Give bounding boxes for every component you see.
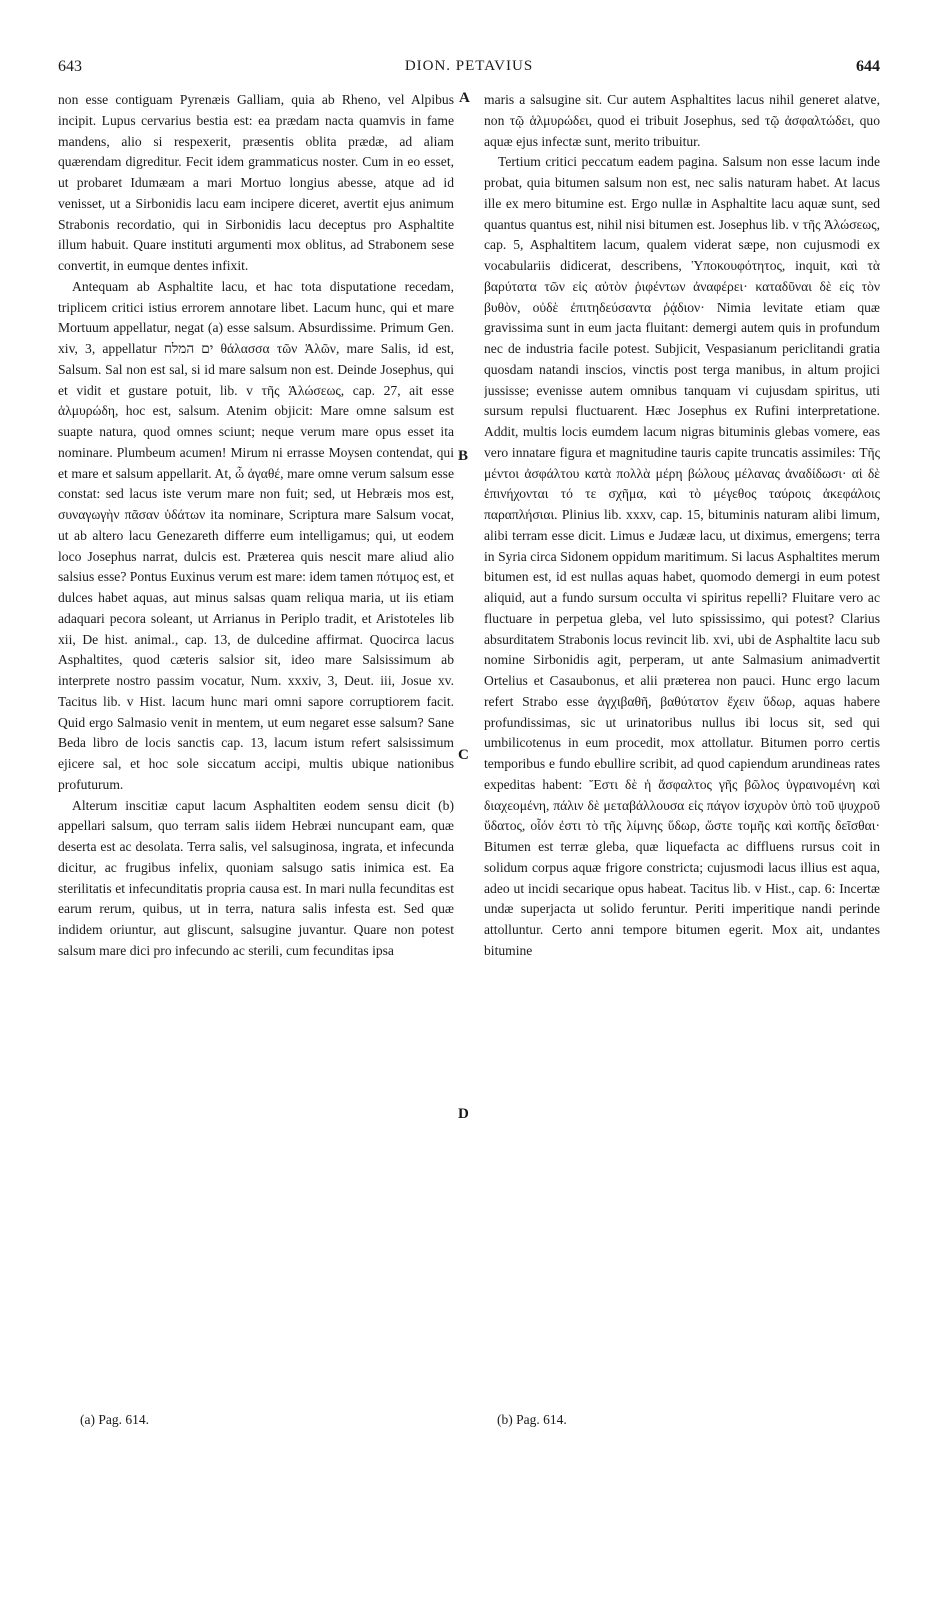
left-paragraph-3: Alterum inscitiæ caput lacum Asphaltiten eodem sensu dicit (b) appellari salsum, quo terram salis iidem Hebræi nuncupant eam, quæ deserta est ac desolata. Terra salis, vel salsuginosa, ingrata, et infecunda dicitur, ac frugibus infelix, quoniam salsugo satis inimica est. Ea sterilitatis et infecunditatis propria causa est. In mari nulla fecunditas est earum rerum, quibus, ut in terra, natura salis infesta est. Sed quæ indidem oriuntur, aut gliscunt, salsugine juvantur. Quare non potest salsum mare dici pro infecundo ac sterili, cum fecunditas ipsa [58,797,454,958]
footnote-a: (a) Pag. 614. [80,1412,149,1427]
left-column [58,90,454,1410]
running-title: DION. PETAVIUS [404,58,534,74]
right-paragraph-2: Tertium critici peccatum eadem pagina. Salsum non esse lacum inde probat, quia bitumen salsum non est, nec salis naturam habet. At lacus ille ex mero bitumine est. Ergo nullæ in Asphaltite lacu aquæ sunt, sed quantus quantus est, nihil nisi bitumen est. Josephus lib. v τῆς Ἁλώσεως, cap. 5, Asphaltitem lacum, qualem viderat sæpe, non cujusmodi ex vocabulariis didicerat, describens, Ὑποκουφότητος, inquit, καὶ τὰ βαρύτατα τῶν εἰς αὐτὸν ῥιφέντων ἀναφέρει· καταδῦναι δὲ εἰς τὸν βυθὸν, οὐδὲ ἐπιτηδεύσαντα ῥᾴδιον· Nimia levitate etiam quæ gravissima sunt in eum jacta fluitant: demergi autem quis in profundum nec de industria facile potest. Subjicit, Vespasianum periclitandi gratia quosdam natandi inscios, vinctis post terga manibus, in altum projici jussisse; evenisse autem omnibus tanquam vi cujusdam spiritus, uti sursum repulsi fluctuarent. Hæc Josephus ex Rufini interpretatione. Addit, multis locis eumdem lacum nigras bituminis glebas vomere, eas vero innatare figura et magnitudine tauris capite truncatis assimiles: Τῆς μέντοι ἀσφάλτου κατὰ πολλὰ μέρη βώλους μέλανας ἀναδίδωσι· αἱ δὲ ἐπινήχονται τό τε σχῆμα, καὶ τὸ μέγεθος ταύροις ἀκεφάλοις παραπλήσιαι. Plinius lib. xxxv, cap. 15, bituminis naturam alibi limum, alibi terram esse dicit. Limus e Judææ lacu, ut diximus, emergens; terra in Syria circa Sidonem oppidum maritimum. Si lacus Asphaltites merum bitumen est, id est nullas aquas habet, quomodo demergi in eum potest aliquid, aut a fundo sursum occulta vi spiritus repelli? Fluitare vero ac fluctuare in perpetua gleba, vel luto spississimo, qui potest? Clarius absurditatem Strabonis locus revincit lib. xvi, ubi de Asphaltite lacu sub nomine Sirbonidis agit, perperam, ut ante Salmasium animadvertit Ortelius et Casaubonus, et alii præterea non pauci. Hunc ergo lacum refert Strabo esse ἀγχιβαθῆ, βαθύτατον ἔχειν ὕδωρ, aquas habere profundissimas, sic ut urinatoribus nullus ibi locus sit, sed qui umbilicotenus in eum procedit, mox attollatur. Bitumen porro certis temporibus e fundo ebullire scribit, ad quod capiendum arundineas rates expeditas habent: Ἔστι δὲ ἡ ἄσφαλτος γῆς βῶλος ὑγραινομένη καὶ διαχεομένη, πάλιν δὲ μεταβάλλουσα εἰς πάγον ἰσχυρὸν ὑπὸ τοῦ ψυχροῦ ὕδατος, οἷόν ἐστι τὸ τῆς λίμνης ὕδωρ, ὥστε τομῆς καὶ κοπῆς δεῖσθαι· Bitumen est terræ gleba, quæ liquefacta ac diffluens rursus coit in solidum corpus aquæ frigore constricta; cujusmodi lacus illius est aqua, adeo ut incidi secarique opus habeat. Tacitus lib. v Hist., cap. 6: Incertæ undæ superjacta ut solido feruntur. Periti imperitique nandi perinde attolluntur. Certo anni tempore bitumen egerit. Mox ait, undantes bitumine [484,154,880,958]
left-paragraph-2: Antequam ab Asphaltite lacu, et hac tota disputatione recedam, triplicem critici istius errorem annotare libet. Lacum hunc, qui et mare Mortuum appellatur, negat (a) esse salsum. Absurdissime. Primum Gen. xiv, 3, appellatur ים המלח θάλασσα τῶν Ἁλῶν, mare Salis, id est, Salsum. Sal non est sal, si id mare salsum non est. Deinde Josephus, qui et vidit et gustare potuit, lib. v τῆς Ἁλώσεως, cap. 27, ait esse ἁλμυρώδη, hoc est, salsum. Atenim objicit: Mare omne salsum est suapte natura, quod omnes sciunt; neque verum mare opus esset ita nominare. Plumbeum acumen! Mirum ni errasse Moysen contendat, qui et mare et salsum appellarit. At, ὦ ἀγαθέ, mare omne verum salsum esse constat: sed lacus iste verum mare non fuit; sed, ut Hebræis mos est, συναγωγὴν πᾶσαν ὑδάτων ita nominare, Scriptura mare Salsum vocat, ut ab altero lacu Genezareth differre eum intelligamus; qui, ut eodem loco Josephus narrat, dulcis est. Præterea quis nescit mare aliud alio salsius esse? Pontus Euxinus verum est mare: idem tamen πότιμος est, et dulces habet aquas, aut minus salsas quam reliqua maria, ut iis etiam adaquari pecora soleant, ut Arrianus in Periplo tradit, et Aristoteles lib xii, De hist. animal., cap. 13, de dulcedine affirmat. Quocirca lacus Asphaltites, quod cæteris salsior sit, ideo mare Salsissimum ab interprete nostro passim vocatur, Num. xxxiv, 3, Deut. iii, Josue xv. Tacitus lib. v Hist. lacum hunc mari omni sapore corruptiorem facit. Quid ergo Salmasio venit in mentem, ut eum negaret esse salsum? Sane Beda libro de locis sanctis cap. 13, lacum istum refert salsissimum ejicere sal, et hoc sole siccatum accipi, multis ubique nationibus profuturum. [58,278,454,792]
footnote-b: (b) Pag. 614. [497,1412,567,1427]
right-column [484,90,880,1410]
margin-mark-c: C [458,747,469,763]
left-paragraph-1: non esse contiguam Pyrenæis Galliam, quia ab Rheno, vel Alpibus incipit. Lupus cervarius bestia est: ea prædam nacta quamvis in fame mandens, alio si respexerit, præsentis oblita prædæ, ad aliam quærendam digreditur. Fecit idem grammaticus noster. Cum in eo esset, ut probaret Idumæam a mari Mortuo longius abesse, atque ad id venisset, ut a Sirbonidis lacu eam incipere diceret, avertit ejus animum Strabonis recordatio, qui in Sirbonidis lacu deceptus pro Asphaltite illum habuit. Quare instituti argumenti mox oblitus, ad Strabonem sese convertit, in eumque dentes infixit. [58,92,454,273]
right-paragraph-1: maris a salsugine sit. Cur autem Asphaltites lacus nihil generet alatve, non τῷ ἁλμυρώδει, quod ei tribuit Josephus, sed τῷ ἀσφαλτώδει, quo aquæ ejus infectæ sunt, merito tribuitur. [484,92,880,149]
page-header [58,58,880,82]
margin-mark-a: A [459,90,470,106]
page-number-left: 643 [58,58,82,75]
margin-mark-d: D [458,1106,469,1122]
page-number-right: 644 [856,58,880,75]
margin-mark-b: B [458,448,469,464]
